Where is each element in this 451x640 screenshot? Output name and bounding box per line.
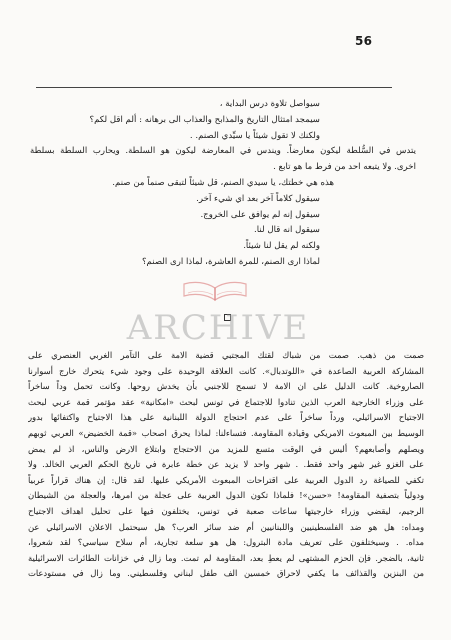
body-line: تكفي للصياغة رد الدول العربية على اقتراحات المبعوث الأمريكي عليها. لقد قال: إن هناك قراراً عربياً (28, 474, 424, 485)
poem-line: هذه هي خطتك، يا سيدي الصنم، قل شيئاً لتبقى صنماً من صنم. (112, 177, 334, 188)
watermark-text: ARCHIVE (126, 308, 310, 348)
square-mark (224, 314, 231, 321)
body-line: المشاركة العربية الصاعدة في «اللوتدبال». كانت العلاقة الوحيدة على وجود شيء يتحرك خارج أسوارنا (28, 365, 424, 376)
poem-line: يتدس في السُّلطة ليكون معارضاً. ويندس في المعارضة ليكون هو السلطة. ويحارب السلطة بسلطة (30, 146, 416, 157)
poem-line: ولكنه لم يقل لنا شيئاً. (243, 241, 320, 252)
body-line: الاجتياح الاسرائيلي، ورداً ساخراً على عدم احتجاج الدولة اللبنانية على هذا الاجتياح واكتفائها بدور (28, 412, 424, 423)
poem-line: سيقول كلاماً آخر بعد اي شيء آخر. (196, 193, 320, 204)
body-line: على وزراء الخارجية العرب الذين تنادوا للاجتماع في تونس لبحث «امكانية» عقد مؤتمر قمة عربي لبحث (28, 396, 424, 407)
body-line: من البنزين والقذائف ما يكفي لاحراق خمسين الف طفل لبناني وفلسطيني. وما زال في مستودعات (28, 568, 424, 579)
poem-line: سيمجد امتثال التاريخ والمذابح والعذاب الى برهانه : ألم اقل لكم؟ (89, 114, 320, 125)
body-paragraph (28, 348, 424, 582)
poem-line: سيقول انه قال لنا. (254, 225, 320, 236)
body-line: على الغزو غير شهر واحد فقط. . شهر واحد لا يزيد عن خطة عابرة في تاريخ الحكم العربي الخالد. ولا (28, 459, 424, 470)
header-rule (36, 87, 392, 88)
body-line: صمت من ذهب. صمت من شباك لقتك المجتبي قضية الامة على التآمر الغربي العنصري على (28, 350, 424, 360)
body-line: الرجيم، ليقضي وزراء خارجيتها ساعات صعبة في تونس، يختلفون فيها على تحليل اهداف الاجتياح (28, 505, 424, 516)
poem-line: ولكنك لا تقول شيئاً يا سيِّدي الصنم. . (189, 130, 320, 141)
poem-section (30, 97, 416, 271)
poem-line: اخرى. ولا يتبعه احد من فرط ما هو تابع . (273, 162, 416, 173)
body-line: ومداه: هل هو ضد الفلسطينيين واللبنانيين أم ضد سائر العرب؟ هل سيحتمل الاعلان الاسرائيلي عن (28, 521, 424, 532)
poem-line: لماذا ارى الصنم، للمرة العاشرة، لماذا ارى الصنم؟ (141, 256, 320, 267)
page-number: 56 (355, 34, 373, 48)
body-line: ويصلهم وأصابعهم؟ أليس في الوقت متسع للمزيد من الاحتجاج وابتلاع الارض والناس، اذ لم يمض (28, 443, 424, 454)
poem-line: سيواصل تلاوة درس البداية ، (219, 99, 320, 109)
book-logo-icon (180, 280, 250, 302)
body-line: ودولياً بتصفية المقاومة! «حسن»! فلماذا تكون الدول العربية على عجلة من امرها، والعجلة من الشيطان (28, 490, 424, 501)
body-line: الصاروخية. كانت الدليل على ان الامة لا تسمح للاجنبي بأن يخدش روحها. وكانت تحمل وداً ساخراً (28, 381, 424, 392)
body-line: الوسيط بين المبعوث الامريكي وقيادة المقاومة. فتساءلنا: لماذا يحرق اصحاب «قمة الخضيض» العربي ثوبهم (28, 427, 424, 438)
body-line: مداه. . وسيختلفون على تعريف مادة البترول: هل هو سلعة تجارية، أم سلاح سياسي؟ لقد شعروا، (28, 537, 424, 548)
poem-line: سيقول إنه لم يوافق على الخروج. (200, 209, 320, 220)
body-line: ثانية، بالضجر. فإن الحزم المشتهى لم يعطِ بعد، المقاومة لم تمت. وما زال في خزانات الطائرات الاسرائيلية (28, 552, 424, 563)
